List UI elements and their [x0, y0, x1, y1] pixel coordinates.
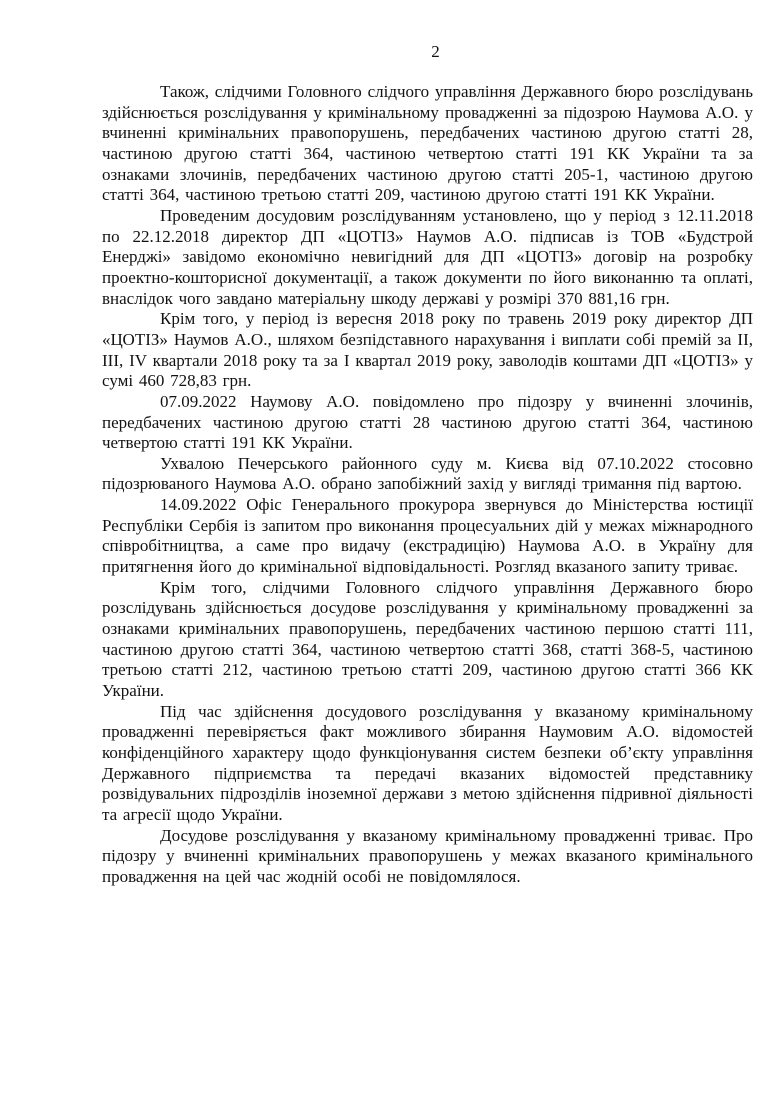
paragraph: Крім того, у період із вересня 2018 року по травень 2019 року директор ДП «ЦОТІЗ» Наумов А.О., шляхом безпідставного нарахування і виплати собі премій за II, III, IV квартали 2018 року та за I квартал 2019 року, заволодів коштами ДП «ЦОТІЗ» у сумі 460 728,83 грн. [102, 309, 753, 391]
paragraph: 07.09.2022 Наумову А.О. повідомлено про підозру у вчиненні злочинів, передбачених частиною другою статті 28 частиною другою статті 364, частиною четвертою статті 191 КК України. [102, 391, 753, 453]
paragraph: Під час здійснення досудового розслідування у вказаному кримінальному провадженні перевіряється факт можливого збирання Наумовим А.О. відомостей конфіденційного характеру щодо функціонування систем безпеки об’єкту управління Державного підприємства та передачі вказаних відомостей представнику розвідувальних підрозділів іноземної держави з метою здійснення підривної діяльності та агресії щодо України. [102, 701, 753, 824]
paragraph: Досудове розслідування у вказаному кримінальному провадженні триває. Про підозру у вчиненні кримінальних правопорушень у межах вказаного кримінального провадження на цей час жодній особі не повідомлялося. [102, 825, 753, 886]
page-number: 2 [431, 42, 440, 61]
paragraph: Крім того, слідчими Головного слідчого управління Державного бюро розслідувань здійснюється досудове розслідування у кримінальному провадженні за ознаками кримінальних правопорушень, передбачених частиною першою статті 111, частиною другою статті 364, частиною четвертою статті 368, статті 368-5, частиною третьою статті 212, частиною третьою статті 209, частиною другою статті 366 КК України. [102, 577, 753, 701]
paragraph: 14.09.2022 Офіс Генерального прокурора звернувся до Міністерства юстиції Республіки Сербія із запитом про виконання процесуальних дій у межах міжнародного співробітництва, а саме про видачу (екстрадицію) Наумова А.О. в Україну для притягнення його до кримінальної відповідальності. Розгляд вказаного запиту триває. [102, 495, 753, 577]
paragraph: Також, слідчими Головного слідчого управління Державного бюро розслідувань здійснюється розслідування у кримінальному провадженні за підозрою Наумова А.О. у вчиненні кримінальних правопорушень, передбачених частиною другою статті 28, частиною другою статті 364, частиною четвертою статті 191 КК України та за ознаками злочинів, передбачених частиною другою статті 205-1, частиною другою статті 364, частиною третьою статті 209, частиною другою статті 191 КК України. [102, 82, 753, 205]
paragraph: Ухвалою Печерського районного суду м. Києва від 07.10.2022 стосовно підозрюваного Наумова А.О. обрано запобіжний захід у вигляді тримання під вартою. [102, 453, 753, 494]
paragraph: Проведеним досудовим розслідуванням установлено, що у період з 12.11.2018 по 22.12.2018 директор ДП «ЦОТІЗ» Наумов А.О. підписав із ТОВ «Будстрой Енерджі» завідомо економічно невигідний для ДП «ЦОТІЗ» договір на розробку проектно-кошторисної документації, а також документи по його виконанню та оплаті, внаслідок чого завдано матеріальну шкоду державі у розмірі 370 881,16 грн. [102, 205, 753, 308]
document-body [102, 82, 753, 888]
